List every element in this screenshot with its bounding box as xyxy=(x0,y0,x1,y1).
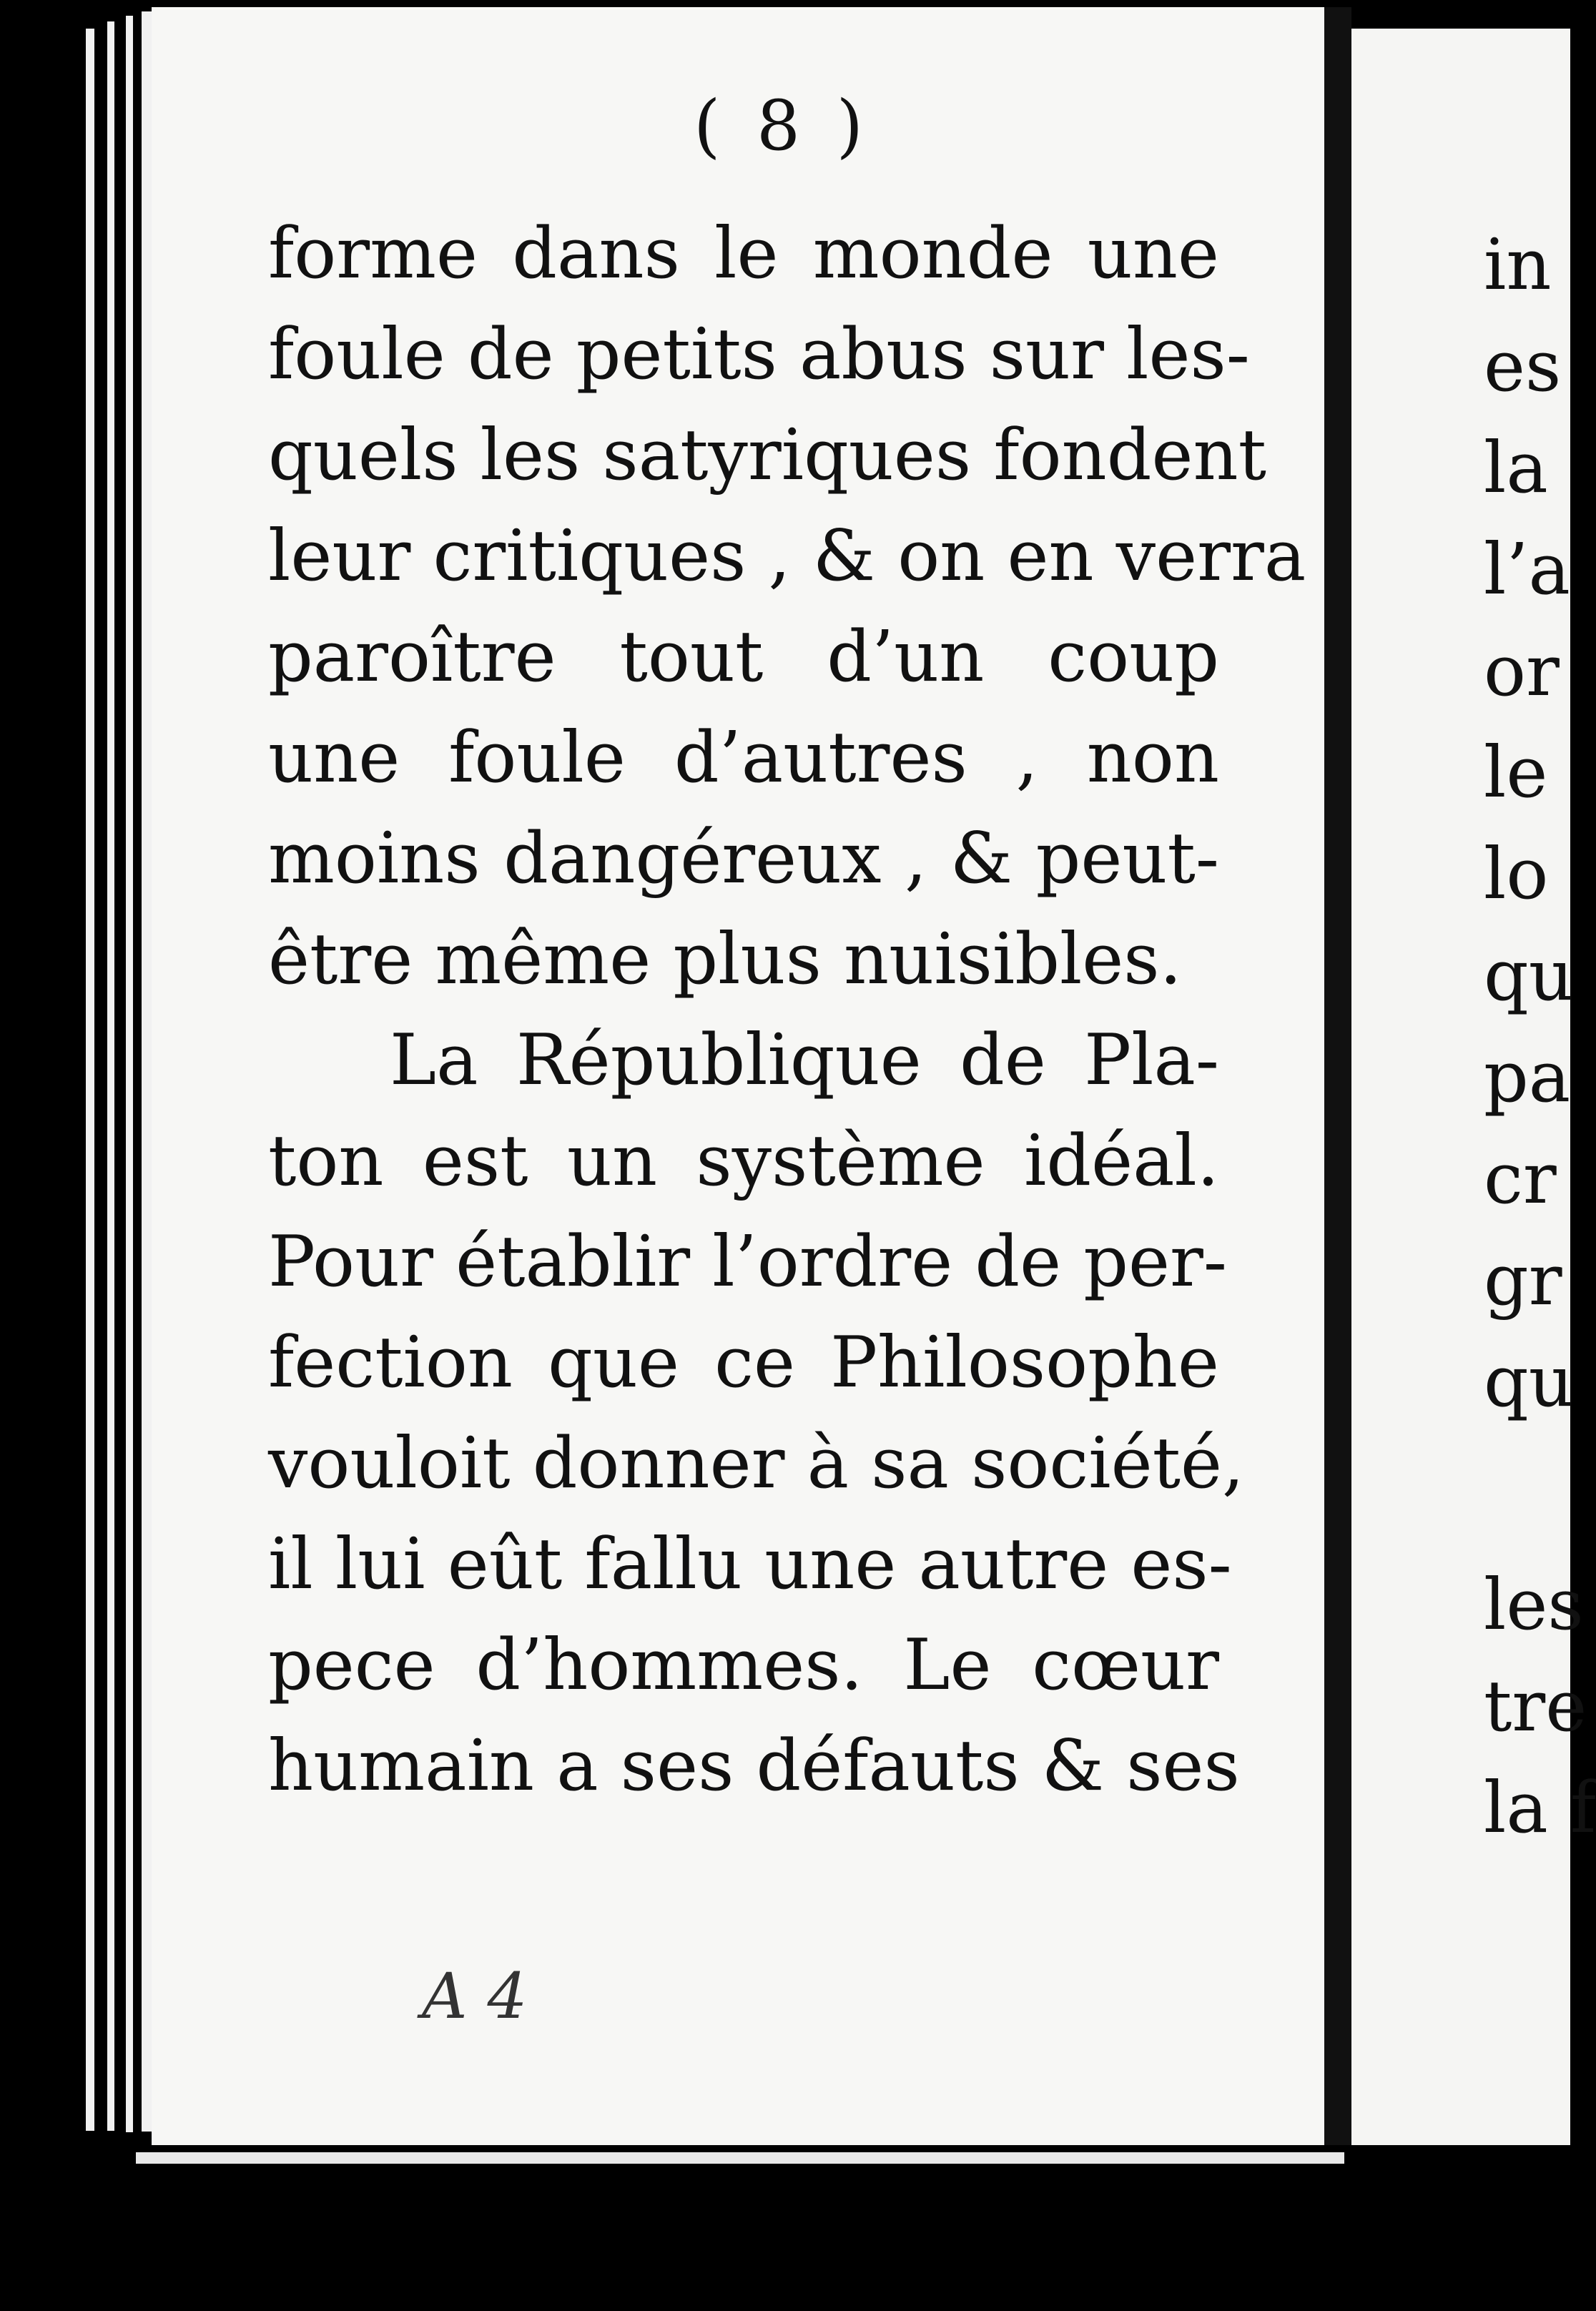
text-fragment: le xyxy=(1484,732,1548,814)
body-text xyxy=(268,204,1306,1817)
signature-mark: A 4 xyxy=(422,1959,528,2033)
page-edge xyxy=(142,11,152,2132)
text-line: il lui eût fallu une autre es- xyxy=(268,1524,1232,1605)
text-line: forme dans le monde une xyxy=(268,213,1219,295)
right-page-fragments xyxy=(1484,215,1596,1859)
text-line: foule de petits abus sur les- xyxy=(268,314,1250,395)
text-line: paroître tout d’un coup xyxy=(268,616,1219,698)
text-fragment: la xyxy=(1484,428,1548,509)
page-bottom-edge xyxy=(136,2152,1344,2164)
text-line: fection que ce Philosophe xyxy=(268,1322,1219,1404)
text-fragment: la f xyxy=(1484,1768,1596,1849)
text-fragment: in xyxy=(1484,225,1552,306)
text-line: ton est un système idéal. xyxy=(268,1120,1219,1202)
page-edge xyxy=(126,16,133,2132)
text-fragment: qu xyxy=(1484,935,1574,1017)
text-fragment: lo xyxy=(1484,834,1549,915)
text-line: leur critiques , & on en verra xyxy=(268,516,1306,597)
text-line: pece d’hommes. Le cœur xyxy=(268,1625,1219,1706)
text-fragment: gr xyxy=(1484,1240,1562,1321)
text-line: quels les satyriques fondent xyxy=(268,415,1266,496)
text-fragment: tre xyxy=(1484,1666,1587,1748)
text-line: moins dangéreux , & peut- xyxy=(268,818,1219,900)
text-fragment: qu xyxy=(1484,1341,1574,1423)
text-fragment: l’a xyxy=(1484,529,1570,611)
text-fragment: cr xyxy=(1484,1138,1557,1220)
text-line: humain a ses défauts & ses xyxy=(268,1725,1240,1807)
text-fragment: or xyxy=(1484,631,1560,712)
page-edge xyxy=(86,29,94,2131)
book-spine xyxy=(1324,7,1351,2145)
text-fragment: pa xyxy=(1484,1037,1571,1118)
text-line: être même plus nuisibles. xyxy=(268,919,1182,1000)
text-line: La République de Pla- xyxy=(390,1020,1219,1101)
text-line: vouloit donner à sa société, xyxy=(268,1423,1245,1504)
page-edge xyxy=(107,21,114,2131)
text-fragment: es xyxy=(1484,326,1562,408)
page-number: ( 8 ) xyxy=(694,86,871,166)
text-line: une foule d’autres , non xyxy=(268,717,1219,799)
text-line: Pour établir l’ordre de per- xyxy=(268,1221,1227,1303)
text-fragment: les xyxy=(1484,1565,1584,1646)
